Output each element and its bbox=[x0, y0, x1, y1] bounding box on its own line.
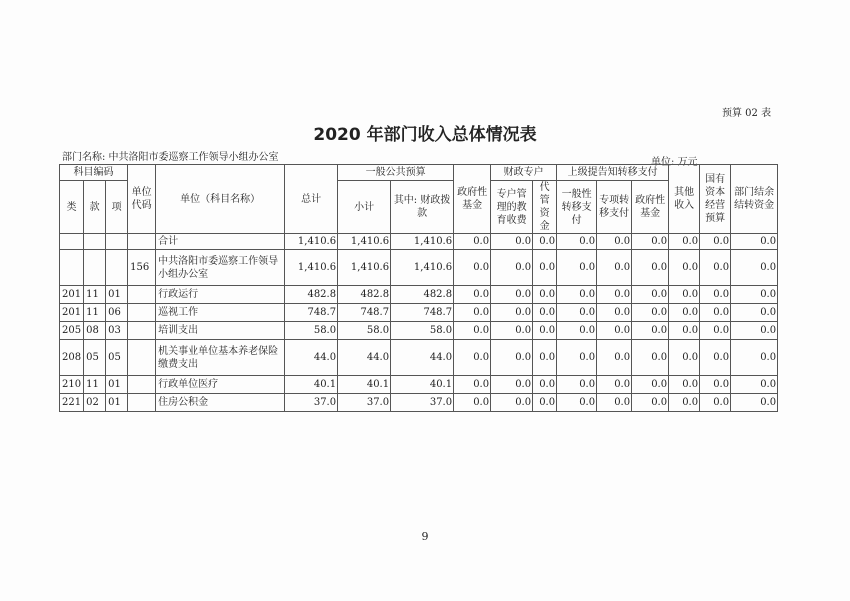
cell-edu: 0.0 bbox=[491, 250, 533, 286]
cell-total: 40.1 bbox=[285, 376, 338, 394]
cell-code bbox=[128, 376, 156, 394]
cell-gft: 0.0 bbox=[632, 322, 669, 340]
cell-ag: 0.0 bbox=[533, 376, 557, 394]
header-gov-fund-transfer: 政府性基金 bbox=[632, 181, 669, 234]
cell-sc: 0.0 bbox=[700, 234, 731, 250]
cell-subtotal: 748.7 bbox=[338, 304, 391, 322]
cell-xiang bbox=[106, 250, 128, 286]
cell-sc: 0.0 bbox=[700, 304, 731, 322]
cell-st: 0.0 bbox=[597, 304, 632, 322]
cell-subtotal: 44.0 bbox=[338, 340, 391, 376]
cell-gt: 0.0 bbox=[557, 340, 597, 376]
cell-grant: 1,410.6 bbox=[391, 250, 454, 286]
cell-name: 合计 bbox=[156, 234, 285, 250]
cell-name: 行政单位医疗 bbox=[156, 376, 285, 394]
header-lei: 类 bbox=[60, 181, 84, 234]
cell-gf: 0.0 bbox=[454, 250, 491, 286]
cell-sc: 0.0 bbox=[700, 322, 731, 340]
cell-edu: 0.0 bbox=[491, 234, 533, 250]
cell-grant: 1,410.6 bbox=[391, 234, 454, 250]
cell-kuan: 11 bbox=[84, 304, 106, 322]
cell-gft: 0.0 bbox=[632, 304, 669, 322]
header-general-budget: 一般公共预算 bbox=[338, 165, 454, 181]
cell-total: 58.0 bbox=[285, 322, 338, 340]
cell-total: 482.8 bbox=[285, 286, 338, 304]
cell-name: 行政运行 bbox=[156, 286, 285, 304]
cell-ag: 0.0 bbox=[533, 340, 557, 376]
cell-st: 0.0 bbox=[597, 394, 632, 412]
cell-edu: 0.0 bbox=[491, 322, 533, 340]
cell-kuan: 02 bbox=[84, 394, 106, 412]
cell-xiang: 01 bbox=[106, 286, 128, 304]
cell-gt: 0.0 bbox=[557, 286, 597, 304]
cell-oi: 0.0 bbox=[669, 322, 700, 340]
cell-co: 0.0 bbox=[731, 394, 778, 412]
cell-gft: 0.0 bbox=[632, 376, 669, 394]
cell-kuan: 11 bbox=[84, 286, 106, 304]
cell-gt: 0.0 bbox=[557, 376, 597, 394]
header-subtotal: 小计 bbox=[338, 181, 391, 234]
header-unit-name: 单位（科目名称） bbox=[156, 165, 285, 234]
header-total: 总计 bbox=[285, 165, 338, 234]
cell-code bbox=[128, 394, 156, 412]
cell-sc: 0.0 bbox=[700, 394, 731, 412]
cell-gf: 0.0 bbox=[454, 234, 491, 250]
cell-lei: 221 bbox=[60, 394, 84, 412]
cell-grant: 44.0 bbox=[391, 340, 454, 376]
cell-ag: 0.0 bbox=[533, 394, 557, 412]
cell-code bbox=[128, 340, 156, 376]
header-carryover: 部门结余结转资金 bbox=[731, 165, 778, 234]
cell-oi: 0.0 bbox=[669, 376, 700, 394]
cell-subtotal: 1,410.6 bbox=[338, 234, 391, 250]
cell-lei: 208 bbox=[60, 340, 84, 376]
form-number: 预算 02 表 bbox=[722, 108, 772, 119]
cell-gft: 0.0 bbox=[632, 340, 669, 376]
cell-grant: 37.0 bbox=[391, 394, 454, 412]
header-other-income: 其他收入 bbox=[669, 165, 700, 234]
cell-gft: 0.0 bbox=[632, 234, 669, 250]
cell-st: 0.0 bbox=[597, 234, 632, 250]
table-row bbox=[60, 250, 778, 286]
table-row bbox=[60, 394, 778, 412]
cell-oi: 0.0 bbox=[669, 340, 700, 376]
cell-edu: 0.0 bbox=[491, 340, 533, 376]
header-fiscal-special: 财政专户 bbox=[491, 165, 557, 181]
table-row bbox=[60, 286, 778, 304]
cell-gt: 0.0 bbox=[557, 322, 597, 340]
cell-gf: 0.0 bbox=[454, 340, 491, 376]
cell-code bbox=[128, 234, 156, 250]
cell-co: 0.0 bbox=[731, 286, 778, 304]
cell-gf: 0.0 bbox=[454, 304, 491, 322]
cell-subtotal: 58.0 bbox=[338, 322, 391, 340]
cell-oi: 0.0 bbox=[669, 234, 700, 250]
cell-name: 住房公积金 bbox=[156, 394, 285, 412]
cell-subtotal: 37.0 bbox=[338, 394, 391, 412]
cell-lei bbox=[60, 250, 84, 286]
cell-xiang: 01 bbox=[106, 376, 128, 394]
cell-gt: 0.0 bbox=[557, 250, 597, 286]
cell-gf: 0.0 bbox=[454, 376, 491, 394]
cell-gft: 0.0 bbox=[632, 250, 669, 286]
cell-edu: 0.0 bbox=[491, 286, 533, 304]
income-table bbox=[59, 164, 778, 412]
cell-gt: 0.0 bbox=[557, 304, 597, 322]
header-kuan: 款 bbox=[84, 181, 106, 234]
cell-gf: 0.0 bbox=[454, 322, 491, 340]
cell-lei bbox=[60, 234, 84, 250]
cell-co: 0.0 bbox=[731, 340, 778, 376]
cell-gt: 0.0 bbox=[557, 234, 597, 250]
cell-total: 1,410.6 bbox=[285, 234, 338, 250]
cell-oi: 0.0 bbox=[669, 394, 700, 412]
cell-xiang: 01 bbox=[106, 394, 128, 412]
cell-grant: 40.1 bbox=[391, 376, 454, 394]
cell-lei: 205 bbox=[60, 322, 84, 340]
cell-sc: 0.0 bbox=[700, 340, 731, 376]
unit-label: 单位: 万元 bbox=[651, 157, 698, 168]
cell-edu: 0.0 bbox=[491, 376, 533, 394]
cell-ag: 0.0 bbox=[533, 234, 557, 250]
cell-total: 748.7 bbox=[285, 304, 338, 322]
table-row bbox=[60, 304, 778, 322]
table-row bbox=[60, 376, 778, 394]
header-agency-fund: 代管资金 bbox=[533, 181, 557, 234]
cell-name: 中共洛阳市委巡察工作领导小组办公室 bbox=[156, 250, 285, 286]
cell-st: 0.0 bbox=[597, 322, 632, 340]
cell-grant: 748.7 bbox=[391, 304, 454, 322]
cell-kuan: 05 bbox=[84, 340, 106, 376]
cell-st: 0.0 bbox=[597, 376, 632, 394]
cell-gt: 0.0 bbox=[557, 394, 597, 412]
table-row bbox=[60, 340, 778, 376]
cell-ag: 0.0 bbox=[533, 304, 557, 322]
cell-sc: 0.0 bbox=[700, 376, 731, 394]
cell-subtotal: 1,410.6 bbox=[338, 250, 391, 286]
cell-xiang bbox=[106, 234, 128, 250]
cell-st: 0.0 bbox=[597, 286, 632, 304]
cell-st: 0.0 bbox=[597, 340, 632, 376]
header-superior-transfer: 上级提告知转移支付 bbox=[557, 165, 669, 181]
cell-gf: 0.0 bbox=[454, 286, 491, 304]
cell-oi: 0.0 bbox=[669, 250, 700, 286]
cell-kuan bbox=[84, 250, 106, 286]
header-state-capital: 国有资本经营预算 bbox=[700, 165, 731, 234]
cell-sc: 0.0 bbox=[700, 286, 731, 304]
cell-total: 44.0 bbox=[285, 340, 338, 376]
cell-gft: 0.0 bbox=[632, 394, 669, 412]
cell-co: 0.0 bbox=[731, 250, 778, 286]
header-special-transfer: 专项转移支付 bbox=[597, 181, 632, 234]
cell-xiang: 06 bbox=[106, 304, 128, 322]
cell-xiang: 03 bbox=[106, 322, 128, 340]
header-fiscal-grant: 其中: 财政拨款 bbox=[391, 181, 454, 234]
cell-total: 37.0 bbox=[285, 394, 338, 412]
cell-grant: 482.8 bbox=[391, 286, 454, 304]
page-number: 9 bbox=[421, 530, 429, 543]
cell-kuan: 08 bbox=[84, 322, 106, 340]
cell-name: 培训支出 bbox=[156, 322, 285, 340]
cell-kuan: 11 bbox=[84, 376, 106, 394]
cell-xiang: 05 bbox=[106, 340, 128, 376]
cell-code bbox=[128, 304, 156, 322]
cell-ag: 0.0 bbox=[533, 322, 557, 340]
cell-co: 0.0 bbox=[731, 322, 778, 340]
page-title: 2020 年部门收入总体情况表 bbox=[313, 125, 537, 145]
cell-lei: 201 bbox=[60, 286, 84, 304]
cell-edu: 0.0 bbox=[491, 394, 533, 412]
cell-code: 156 bbox=[128, 250, 156, 286]
cell-code bbox=[128, 286, 156, 304]
cell-total: 1,410.6 bbox=[285, 250, 338, 286]
header-general-transfer: 一般性转移支付 bbox=[557, 181, 597, 234]
cell-name: 巡视工作 bbox=[156, 304, 285, 322]
cell-subtotal: 40.1 bbox=[338, 376, 391, 394]
cell-edu: 0.0 bbox=[491, 304, 533, 322]
table-row bbox=[60, 322, 778, 340]
department-name: 部门名称: 中共洛阳市委巡察工作领导小组办公室 bbox=[62, 152, 279, 163]
cell-grant: 58.0 bbox=[391, 322, 454, 340]
header-gov-fund: 政府性基金 bbox=[454, 165, 491, 234]
cell-co: 0.0 bbox=[731, 234, 778, 250]
cell-ag: 0.0 bbox=[533, 286, 557, 304]
table-row bbox=[60, 234, 778, 250]
cell-oi: 0.0 bbox=[669, 304, 700, 322]
header-xiang: 项 bbox=[106, 181, 128, 234]
cell-oi: 0.0 bbox=[669, 286, 700, 304]
cell-sc: 0.0 bbox=[700, 250, 731, 286]
header-edu-fee: 专户管理的教育收费 bbox=[491, 181, 533, 234]
cell-gf: 0.0 bbox=[454, 394, 491, 412]
cell-code bbox=[128, 322, 156, 340]
header-unit-code: 单位代码 bbox=[128, 165, 156, 234]
cell-co: 0.0 bbox=[731, 376, 778, 394]
header-subject-code: 科目编码 bbox=[60, 165, 128, 181]
cell-gft: 0.0 bbox=[632, 286, 669, 304]
cell-st: 0.0 bbox=[597, 250, 632, 286]
cell-lei: 201 bbox=[60, 304, 84, 322]
cell-lei: 210 bbox=[60, 376, 84, 394]
cell-ag: 0.0 bbox=[533, 250, 557, 286]
cell-co: 0.0 bbox=[731, 304, 778, 322]
cell-name: 机关事业单位基本养老保险缴费支出 bbox=[156, 340, 285, 376]
cell-subtotal: 482.8 bbox=[338, 286, 391, 304]
cell-kuan bbox=[84, 234, 106, 250]
